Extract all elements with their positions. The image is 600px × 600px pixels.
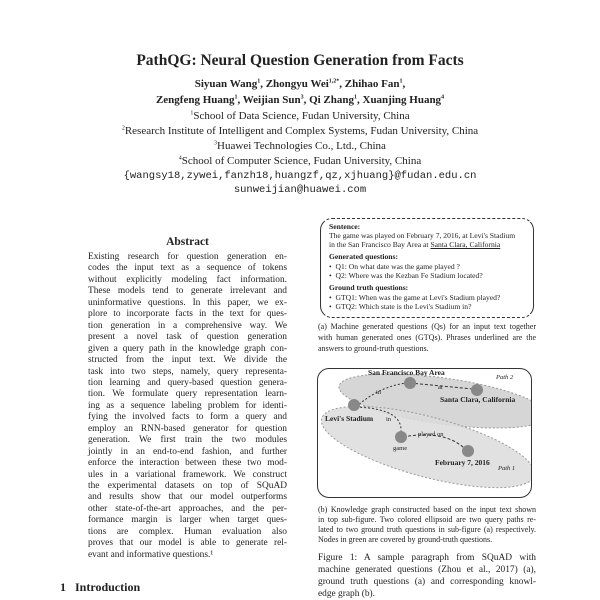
abstract-line: and results show that our model outperforms [88,492,287,503]
abstract-line: proves that our model is able to generate rel- [88,538,287,549]
figure-a-box [320,218,534,318]
author: , Xuanjing Huang [357,94,442,106]
node-label: February 7, 2016 [435,458,490,467]
node [395,431,407,443]
affiliation-4 [0,155,600,167]
abstract-line: employ an RNN-based generator for question [88,423,287,434]
node [348,399,360,411]
section-number: 1 [60,580,66,594]
emails-line-2: sunweijian@huawei.com [233,184,367,196]
abstract-line: without explicitly modeling fact information. [88,274,287,285]
node [404,377,416,389]
sup: 4 [178,155,182,162]
sup: 1,2* [328,78,340,85]
abstract-line: other state-of-the-art approaches, and the per- [88,503,287,514]
abstract-line: structed from the input text. We divide the [88,355,287,366]
author: , Zhongyu Wei [260,78,329,90]
abstract-line: the experimental datasets on top of SQuAD [88,481,287,491]
path-label: Path 1 [498,465,516,472]
figure-b-box [317,368,532,498]
edge-label: at [438,384,443,391]
author: , Zhihao Fan [339,78,400,90]
abstract-line: uninformative questions. In this paper, we ex- [88,297,287,308]
sentence-text: in the San Francisco Bay Area at [329,240,431,249]
sentence-line: The game was played on February 7, 2016, at Levi's Stadium [329,231,516,240]
author: , Weijian Sun [237,94,301,106]
figure-caption-line: machine generated questions (Zhou et al., 2017) (a), [318,565,536,575]
affiliation-text: Huawei Technologies Co., Ltd., China [217,140,386,152]
sup: 1 [257,78,261,85]
section-heading [60,580,140,595]
figure-caption-line: Figure 1: A sample paragraph from SQuAD with [318,553,536,563]
caption-a-line: answers to ground-truth questions. [318,344,429,353]
abstract-line: jointly in an end-to-end fashion, and further [88,446,287,457]
abstract-line: tion learning and query-based question genera- [88,377,287,388]
author: Siyuan Wang [194,78,258,90]
sentence-label: Sentence: [329,222,361,231]
abstract-line: tion generation in a comprehensive way. We [88,320,287,331]
abstract-line: These models tend to generate irrelevant and [88,286,287,297]
author: , Qi Zhang [303,94,354,106]
abstract-line: task into two steps, namely, query representa- [88,366,287,377]
affiliation-2 [0,125,600,137]
figure-caption-line: ground truth questions (a) and corresponding knowl- [318,577,536,587]
sup: 3 [300,94,304,101]
edge-label: in [386,416,392,423]
ground-truth-q2: • GTQ2: Which state is the Levi's Stadium in? [329,302,472,311]
affiliation-text: School of Data Science, Fudan University, China [193,110,410,122]
caption-b-line: (b) Knowledge graph constructed based on the input text shown [318,505,536,514]
abstract-heading: Abstract [166,236,209,248]
sup: 2 [121,125,125,132]
edge-label: played on [418,431,444,438]
node-label: San Francisco Bay Area [368,369,445,377]
abstract-line: plore to incorporate facts in the text for ques- [88,309,287,320]
generated-label: Generated questions: [329,252,398,261]
abstract-line: fying the involved facts to form a query and [88,412,287,423]
sentence-line [329,240,500,250]
abstract-line: enforce the interaction between these two mod- [88,458,287,469]
abstract-line: ing as a sequence labeling problem for identi- [88,400,287,411]
caption-b-line: in top sub-figure. Two colored ellipsoid are two query paths re- [318,515,536,524]
abstract-line: given a query path in the knowledge graph con- [88,343,287,354]
sup: 1 [190,110,194,117]
answer-underlined: Santa Clara, California [430,240,501,249]
path-label: Path 2 [496,374,514,381]
caption-b-line: lated to two ground truth questions in sub-figure (a) respectively. [318,525,536,534]
node [462,445,474,457]
ground-truth-label: Ground truth questions: [329,283,409,292]
affiliation-text: School of Computer Science, Fudan University, China [181,155,422,167]
sup: 1 [234,94,238,101]
q-text: GTQ2: Which state is the Levi's Stadium in? [335,302,472,311]
emails-line-1: {wangsy18,zywei,fanzh18,huangzf,qz,xjhuang}@fudan.edu.cn [123,170,477,182]
section-title: Introduction [75,580,141,594]
sup: 1 [399,78,403,85]
author: Zengfeng Huang [155,94,235,106]
abstract-line: tions are complex. Human evaluation also [88,526,287,537]
generated-q1: • Q1: On what date was the game played ? [329,262,460,271]
edge-label: in [376,389,382,396]
sup: 3 [214,140,218,147]
abstract-line: ules in a variational framework. We construct [88,469,287,480]
affiliation-text: Research Institute of Intelligent and Complex Systems, Fudan University, China [124,125,479,137]
q-text: Q1: On what date was the game played ? [335,262,460,271]
generated-q2: • Q2: Where was the Kezban Fe Stadium located? [329,271,483,280]
caption-a-line: with human generated ones (GTQs). Phrases underlined are the [318,333,536,342]
figure-caption-line: edge graph (b). [318,589,376,599]
abstract-line: formance margin is larger when target ques- [88,515,287,526]
sup: 1 [354,94,357,101]
abstract-line: evant and informative questions.¹ [88,549,214,560]
abstract-line: codes the input text as a sequence of tokens [88,263,287,274]
node-label: Santa Clara, California [440,395,516,404]
sup: 4 [441,94,445,101]
abstract-line: Existing research for question generation en- [88,252,287,262]
abstract-line: present a novel task of question generation [88,332,287,343]
knowledge-graph [318,369,531,497]
affiliation-1 [0,110,600,122]
caption-a-line: (a) Machine generated questions (Qs) for an input text together [318,322,536,331]
authors-line-2 [0,94,600,106]
authors-line-1 [0,78,600,90]
comma: , [402,78,406,90]
affiliation-3 [0,140,600,152]
node-label: Levi's Stadium [325,414,374,423]
node-label: game [393,445,408,452]
paper-title: PathQG: Neural Question Generation from Facts [136,52,464,69]
q-text: Q2: Where was the Kezban Fe Stadium located? [335,271,483,280]
abstract-line: generation. We first train the two modules [88,435,287,446]
caption-b-line: Nodes in green are covered by ground-truth questions. [318,535,493,544]
abstract-line: tion. We formulate query representation learn- [88,389,287,400]
ground-truth-q1: • GTQ1: When was the game at Levi's Stadium played? [329,293,501,302]
q-text: GTQ1: When was the game at Levi's Stadium played? [335,293,501,302]
